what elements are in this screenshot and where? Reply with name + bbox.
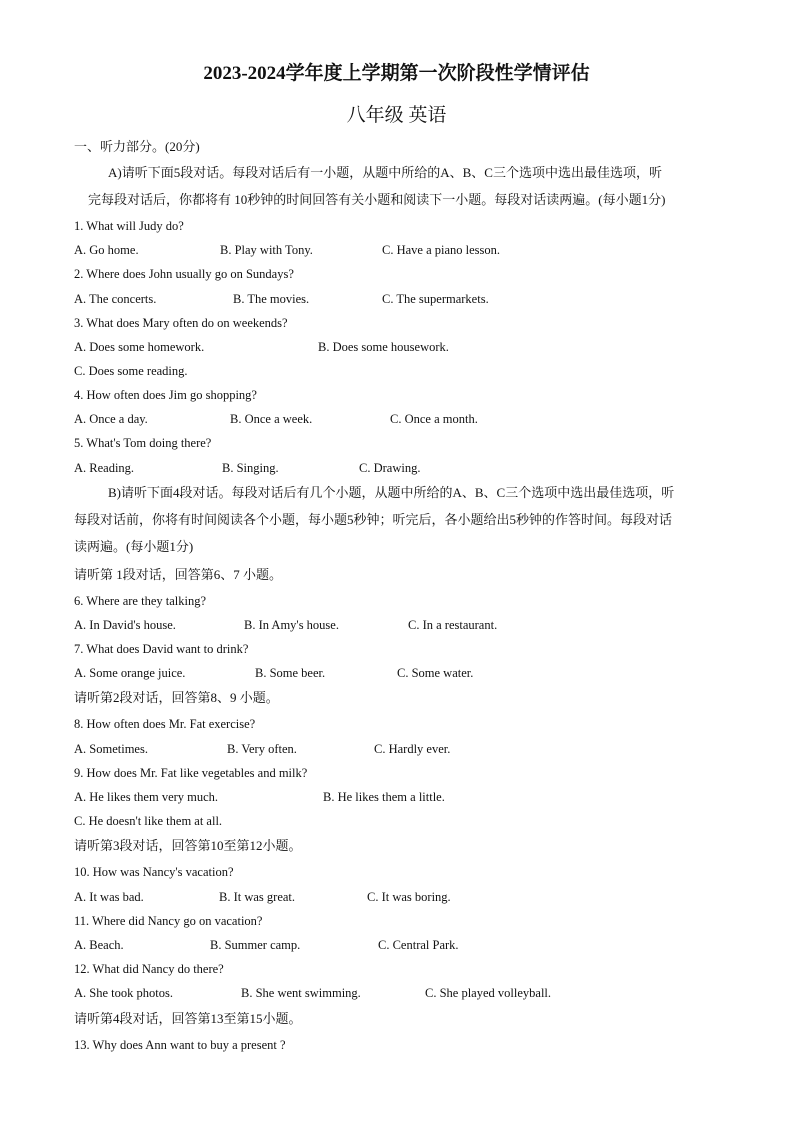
question: 11. Where did Nancy go on vacation?: [74, 914, 263, 928]
instruction-line: 每段对话前，你将有时间阅读各个小题，每小题5秒钟；听完后，各小题给出5秒钟的作答时间。每段对话: [74, 512, 673, 527]
option-a: A. Beach.: [74, 938, 124, 952]
option-c: C. Central Park.: [378, 938, 459, 952]
option-b: B. Some beer.: [255, 666, 326, 680]
option-c: C. It was boring.: [367, 890, 451, 904]
option-b: B. Once a week.: [230, 412, 313, 426]
question: 12. What did Nancy do there?: [74, 962, 224, 976]
question: 10. How was Nancy's vacation?: [74, 865, 234, 879]
option-c: C. Does some reading.: [74, 364, 188, 378]
option-b: B. Does some housework.: [318, 340, 449, 354]
question: 6. Where are they talking?: [74, 594, 207, 608]
option-c: C. Hardly ever.: [374, 742, 451, 756]
option-b: B. Play with Tony.: [220, 243, 313, 257]
question: 3. What does Mary often do on weekends?: [74, 316, 288, 330]
dialogue-heading: 请听第4段对话，回答第13至第15小题。: [74, 1011, 302, 1026]
option-b: B. Singing.: [222, 461, 279, 475]
option-a: A. Reading.: [74, 461, 135, 475]
dialogue-heading: 请听第2段对话，回答第8、9 小题。: [74, 690, 279, 705]
question: 2. Where does John usually go on Sundays?: [74, 267, 294, 281]
option-a: A. He likes them very much.: [74, 790, 219, 804]
option-a: A. The concerts.: [74, 292, 157, 306]
question: 1. What will Judy do?: [74, 219, 184, 233]
option-b: B. It was great.: [219, 890, 296, 904]
option-b: B. The movies.: [233, 292, 310, 306]
option-a: A. Once a day.: [74, 412, 148, 426]
question: 9. How does Mr. Fat like vegetables and milk?: [74, 766, 308, 780]
dialogue-heading: 请听第 1段对话，回答第6、7 小题。: [74, 567, 283, 582]
option-c: C. Once a month.: [390, 412, 478, 426]
option-c: C. Have a piano lesson.: [382, 243, 501, 257]
instruction-line: 完每段对话后，你都将有 10秒钟的时间回答有关小题和阅读下一小题。每段对话读两遍。(每小题1分): [88, 192, 666, 207]
option-c: C. She played volleyball.: [425, 986, 552, 1000]
question: 5. What's Tom doing there?: [74, 436, 212, 450]
option-a: A. She took photos.: [74, 986, 173, 1000]
option-b: B. In Amy's house.: [244, 618, 339, 632]
option-a: A. It was bad.: [74, 890, 144, 904]
option-a: A. Sometimes.: [74, 742, 148, 756]
question: 4. How often does Jim go shopping?: [74, 388, 257, 402]
option-b: B. He likes them a little.: [323, 790, 445, 804]
option-b: B. Summer camp.: [210, 938, 301, 952]
option-c: C. In a restaurant.: [408, 618, 498, 632]
option-a: A. Does some homework.: [74, 340, 205, 354]
option-a: A. Go home.: [74, 243, 139, 257]
question: 7. What does David want to drink?: [74, 642, 249, 656]
option-c: C. The supermarkets.: [382, 292, 489, 306]
option-b: B. Very often.: [227, 742, 297, 756]
option-b: B. She went swimming.: [241, 986, 361, 1000]
question: 8. How often does Mr. Fat exercise?: [74, 717, 256, 731]
option-a: A. In David's house.: [74, 618, 176, 632]
option-c: C. Some water.: [397, 666, 474, 680]
instruction-line: A)请听下面5段对话。每段对话后有一小题，从题中所给的A、B、C三个选项中选出最佳选项，听: [108, 165, 662, 180]
page-title: 2023-2024学年度上学期第一次阶段性学情评估: [203, 63, 590, 84]
page-subtitle: 八年级 英语: [346, 105, 447, 126]
question: 13. Why does Ann want to buy a present ?: [74, 1038, 286, 1052]
option-a: A. Some orange juice.: [74, 666, 186, 680]
option-c: C. Drawing.: [359, 461, 421, 475]
section-heading: 一、听力部分。(20分): [74, 139, 200, 154]
instruction-line: 读两遍。(每小题1分): [74, 539, 194, 554]
instruction-line: B)请听下面4段对话。每段对话后有几个小题，从题中所给的A、B、C三个选项中选出最佳选项，听: [108, 485, 675, 500]
option-c: C. He doesn't like them at all.: [74, 814, 223, 828]
dialogue-heading: 请听第3段对话，回答第10至第12小题。: [74, 838, 302, 853]
